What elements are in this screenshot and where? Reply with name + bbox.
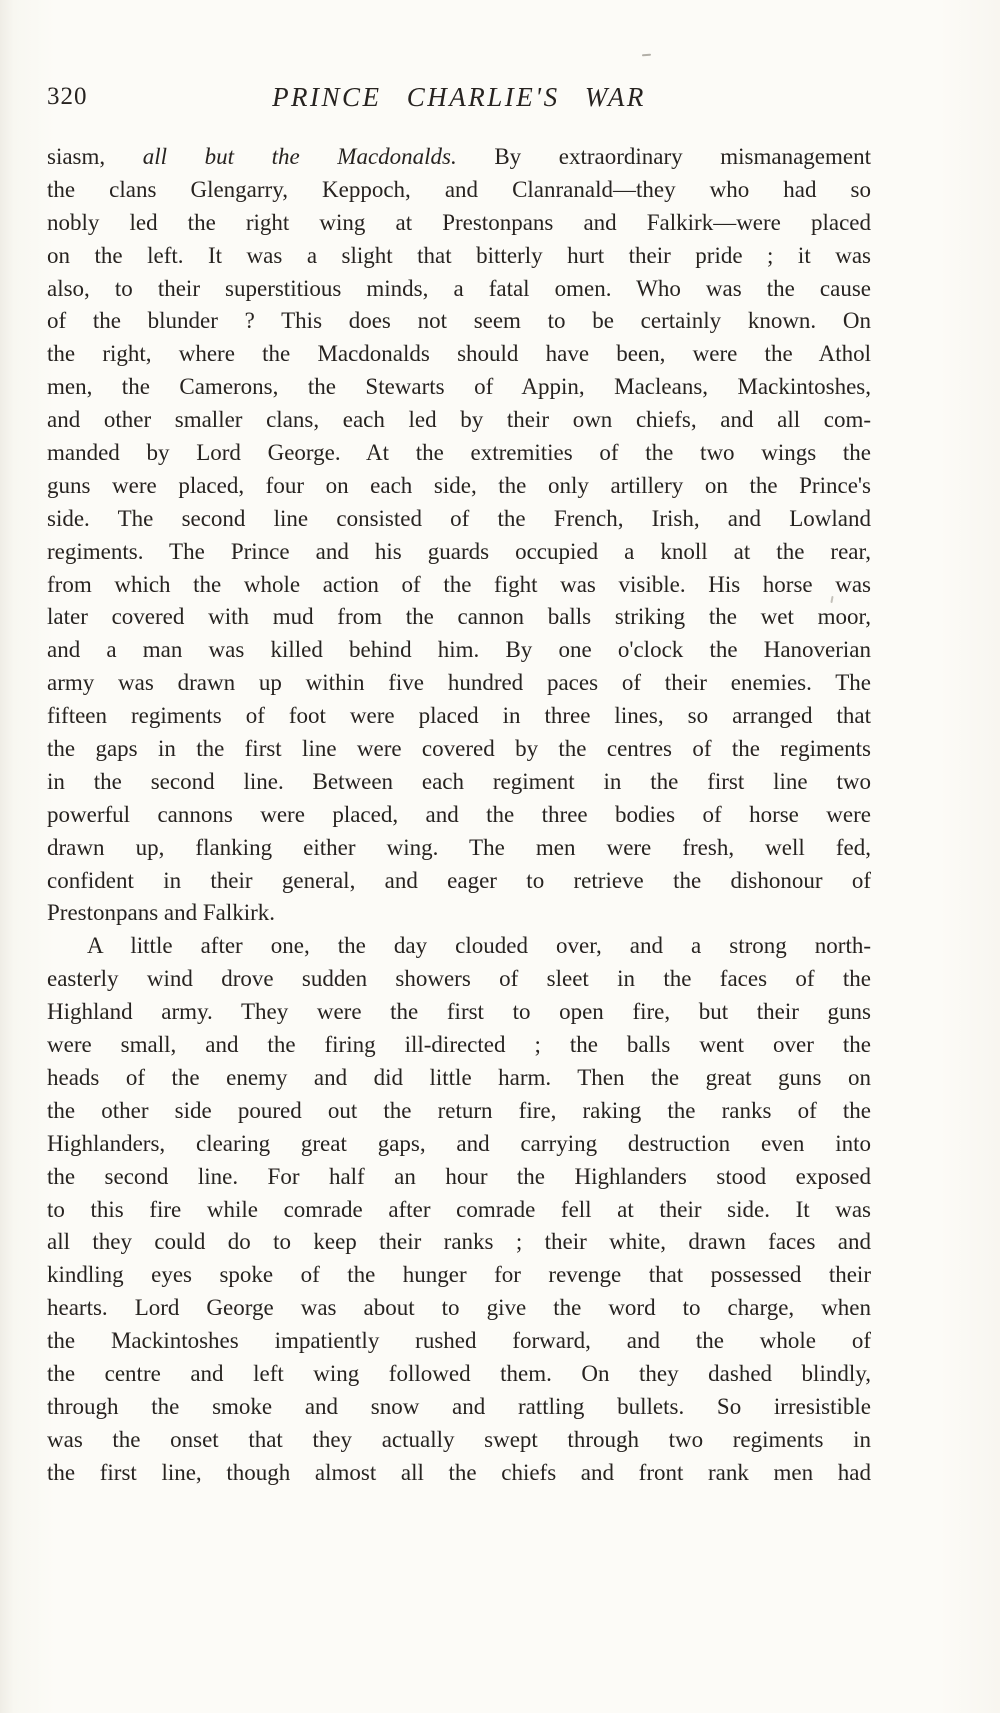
text-line: hearts. Lord George was about to give the word to charge, when (47, 1295, 871, 1321)
text-line: the first line, though almost all the chiefs and front rank men had (47, 1459, 871, 1485)
text-line: drawn up, flanking either wing. The men were fresh, well fed, (47, 834, 871, 860)
text-line: fifteen regiments of foot were placed in three lines, so arranged that (47, 703, 871, 729)
text-line: the centre and left wing followed them. On they dashed blindly, (47, 1360, 871, 1386)
page-number: 320 (47, 83, 88, 110)
text-line: Highland army. They were the first to open fire, but their guns (47, 999, 871, 1025)
text-line: men, the Camerons, the Stewarts of Appin, Macleans, Mackintoshes, (47, 374, 871, 400)
text-line: on the left. It was a slight that bitterly hurt their pride ; it was (47, 242, 871, 268)
text-line: kindling eyes spoke of the hunger for revenge that possessed their (47, 1262, 871, 1288)
text-line: regiments. The Prince and his guards occupied a knoll at the rear, (47, 538, 871, 564)
text-line: the right, where the Macdonalds should have been, were the Athol (47, 341, 871, 367)
text-line: the gaps in the first line were covered by the centres of the regiments (47, 736, 871, 762)
text-line: were small, and the firing ill-directed ; the balls went over the (47, 1032, 871, 1058)
text-line: side. The second line consisted of the French, Irish, and Lowland (47, 505, 871, 531)
text-line: from which the whole action of the fight was visible. His horse was (47, 571, 871, 597)
text-line: and other smaller clans, each led by their own chiefs, and all com- (47, 407, 871, 433)
text-line: of the blunder ? This does not seem to be certainly known. On (47, 308, 871, 334)
text-line: to this fire while comrade after comrade fell at their side. It was (47, 1196, 871, 1222)
text-block (47, 141, 871, 1490)
scan-speck (642, 54, 651, 57)
text-line: through the smoke and snow and rattling bullets. So irresistible (47, 1393, 871, 1419)
text-line: the other side poured out the return fire, raking the ranks of the (47, 1097, 871, 1123)
text-line: heads of the enemy and did little harm. Then the great guns on (47, 1064, 871, 1090)
text-line: nobly led the right wing at Prestonpans and Falkirk—were placed (47, 209, 871, 235)
text-line: was the onset that they actually swept through two regiments in (47, 1426, 871, 1452)
text-segment: By extraordinary mismanagement (456, 144, 871, 169)
text-line: powerful cannons were placed, and the three bodies of horse were (47, 801, 871, 827)
running-title: PRINCE CHARLIE'S WAR (272, 82, 646, 112)
text-line: easterly wind drove sudden showers of sleet in the faces of the (47, 966, 871, 992)
text-line: manded by Lord George. At the extremities of the two wings the (47, 440, 871, 466)
text-line: army was drawn up within five hundred paces of their enemies. The (47, 670, 871, 696)
text-line: A little after one, the day clouded over, and a strong north- (87, 933, 871, 959)
page-header (47, 82, 871, 116)
text-line: guns were placed, four on each side, the only artillery on the Prince's (47, 472, 871, 498)
text-line: and a man was killed behind him. By one o'clock the Hanoverian (47, 637, 871, 663)
text-line: in the second line. Between each regiment in the first line two (47, 768, 871, 794)
text-line: the second line. For half an hour the Highlanders stood exposed (47, 1163, 871, 1189)
text-line: confident in their general, and eager to retrieve the dishonour of (47, 867, 871, 893)
italic-text: all but the Macdonalds. (142, 144, 457, 169)
text-line: later covered with mud from the cannon balls striking the wet moor, (47, 604, 871, 630)
text-segment: siasm, (47, 144, 143, 169)
paragraph (47, 930, 871, 1489)
text-line: also, to their superstitious minds, a fatal omen. Who was the cause (47, 275, 871, 301)
text-line: Highlanders, clearing great gaps, and carrying destruction even into (47, 1130, 871, 1156)
text-line: Prestonpans and Falkirk. (47, 900, 276, 926)
text-line (47, 141, 871, 174)
text-line: the clans Glengarry, Keppoch, and Clanranald—they who had so (47, 176, 871, 202)
text-line: the Mackintoshes impatiently rushed forward, and the whole of (47, 1328, 871, 1354)
text-line: all they could do to keep their ranks ; their white, drawn faces and (47, 1229, 871, 1255)
paragraph (47, 141, 871, 930)
